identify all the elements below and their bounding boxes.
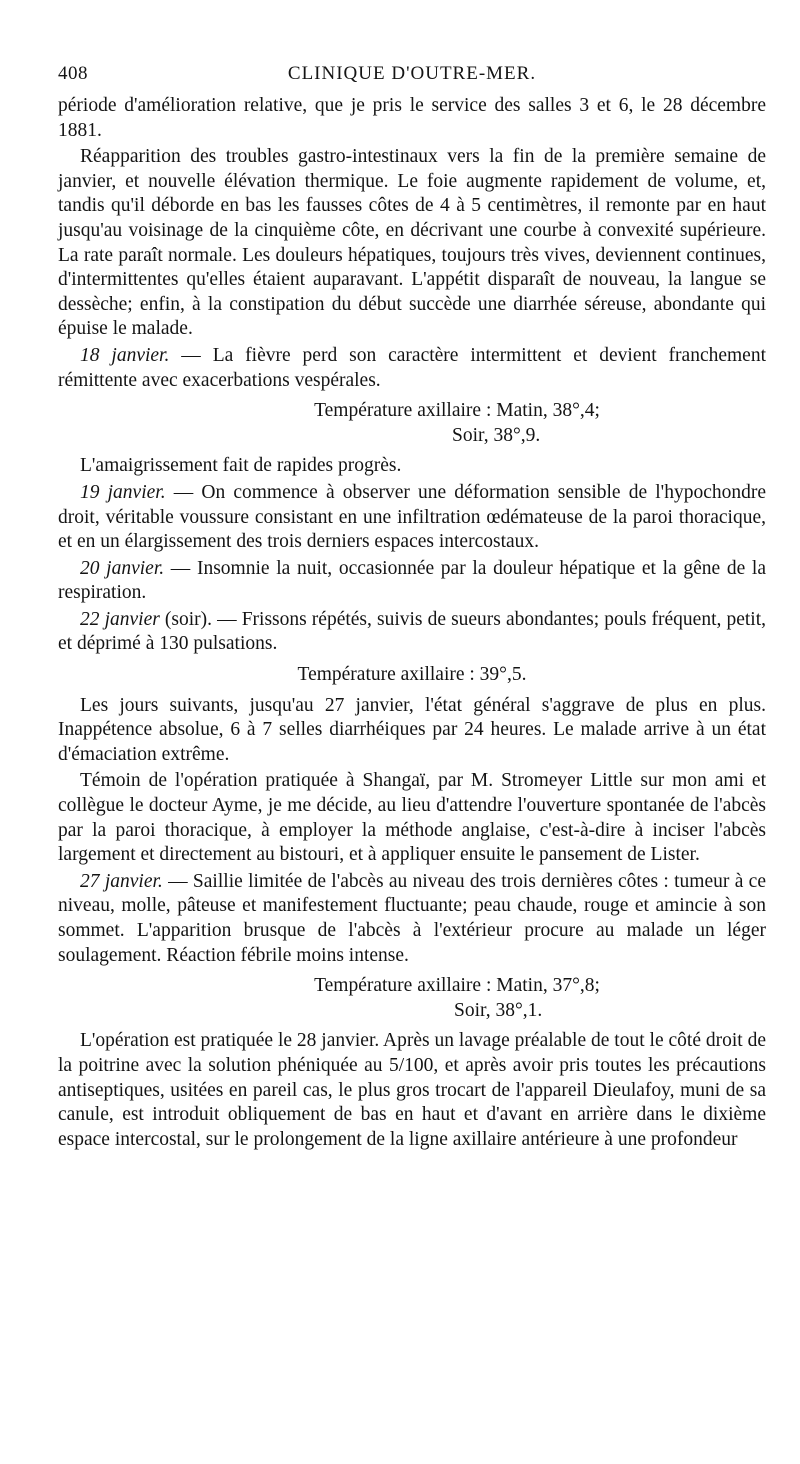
paragraph-18-janvier — [58, 344, 766, 393]
date-20-janvier: 20 janvier. — [80, 557, 165, 579]
page-header — [58, 62, 766, 90]
text-20-janvier: — Insomnie la nuit, occasionnée par la douleur hépatique et la gêne de la respiration. — [58, 557, 766, 604]
paragraph-temoin: Témoin de l'opération pratiquée à Shangaï, par M. Stromeyer Little sur mon ami et collègue le docteur Ayme, je me décide, au lieu d'attendre l'ouverture spontanée de l'abcès par la paroi thoracique, à employer la méthode anglaise, c'est-à-dire à inciser l'abcès largement et directement au bistouri, et à appliquer ensuite le pansement de Lister. — [58, 770, 766, 866]
paragraph-amaigrissement: L'amaigrissement fait de rapides progrès. — [80, 455, 402, 477]
paragraph-20-janvier — [58, 557, 766, 606]
temperature-soir-1 — [58, 424, 766, 449]
temperature-soir-value-3: Soir, 38°,1. — [454, 999, 543, 1021]
temperature-line-3 — [58, 974, 766, 999]
running-title: CLINIQUE D'OUTRE-MER. — [287, 63, 537, 84]
page-number: 408 — [58, 63, 88, 84]
temperature-label-3: Température axillaire : Matin, 37°,8; — [314, 975, 600, 997]
paragraph-22-janvier — [58, 608, 766, 657]
date-18-janvier: 18 janvier. — [80, 344, 170, 366]
temperature-label-1: Température axillaire : Matin, 38°,4; — [314, 400, 600, 422]
text-22-janvier: (soir). — Frissons répétés, suivis de sueurs abondantes; pouls fréquent, petit, et déprimé à 130 pulsations. — [58, 608, 766, 655]
paragraph-continuation: période d'amélioration relative, que je pris le service des salles 3 et 6, le 28 décembre 1881. — [58, 95, 766, 141]
temperature-line-1 — [58, 399, 766, 424]
paragraph-reapparition: Réapparition des troubles gastro-intestinaux vers la fin de la première semaine de janvier, et nouvelle élévation thermique. Le foie augmente rapidement de volume, et, tandis qu'il déborde en bas les fausses côtes de 4 à 5 centimètres, il remonte par en haut jusqu'au voisinage de la cinquième côte, en décrivant une courbe à convexité supérieure. La rate paraît normale. Les douleurs hépatiques, toujours très vives, deviennent continues, d'intermittentes qu'elles étaient auparavant. L'appétit disparaît de nouveau, la langue se dessèche; enfin, à la constipation du début succède une diarrhée séreuse, abondante qui épuise le malade. — [58, 146, 766, 340]
temperature-soir-3 — [58, 999, 766, 1024]
page-body — [58, 94, 766, 1154]
date-27-janvier: 27 janvier. — [80, 870, 163, 892]
paragraph-19-janvier — [58, 481, 766, 555]
temperature-line-2: Température axillaire : 39°,5. — [297, 664, 527, 686]
date-19-janvier: 19 janvier. — [80, 481, 166, 503]
paragraph-operation: L'opération est pratiquée le 28 janvier. Après un lavage préalable de tout le côté droit de la poitrine avec la solution phéniquée au 5/100, et après avoir pris toutes les précautions antiseptiques, usitées en pareil cas, le plus gros trocart de l'appareil Dieulafoy, muni de sa canule, est introduit obliquement de bas en haut et d'avant en arrière dans le dixième espace intercostal, sur le prolongement de la ligne axillaire antérieure à une profondeur — [58, 1030, 766, 1150]
text-27-janvier: — Saillie limitée de l'abcès au niveau des trois dernières côtes : tumeur à ce niveau, molle, pâteuse et manifestement fluctuante; peau chaude, rouge et amincie à son sommet. L'apparition brusque de l'abcès à l'extérieur procure au malade un léger soulagement. Réaction fébrile moins intense. — [58, 870, 766, 966]
date-22-janvier: 22 janvier — [80, 608, 160, 630]
text-19-janvier: — On commence à observer une déformation sensible de l'hypochondre droit, véritable voussure consistant en une infiltration œdémateuse de la paroi thoracique, et en un élargissement des trois derniers espaces intercostaux. — [58, 481, 766, 553]
paragraph-27-janvier — [58, 870, 766, 968]
temperature-soir-value-1: Soir, 38°,9. — [452, 424, 541, 446]
paragraph-jours-suivants: Les jours suivants, jusqu'au 27 janvier, l'état général s'aggrave de plus en plus. Inappétence absolue, 6 à 7 selles diarrhéiques par 24 heures. Le malade arrive à un état d'émaciation extrême. — [58, 694, 766, 765]
text-18-janvier: — La fièvre perd son caractère intermittent et devient franchement rémittente avec exacerbations vespérales. — [58, 344, 767, 391]
